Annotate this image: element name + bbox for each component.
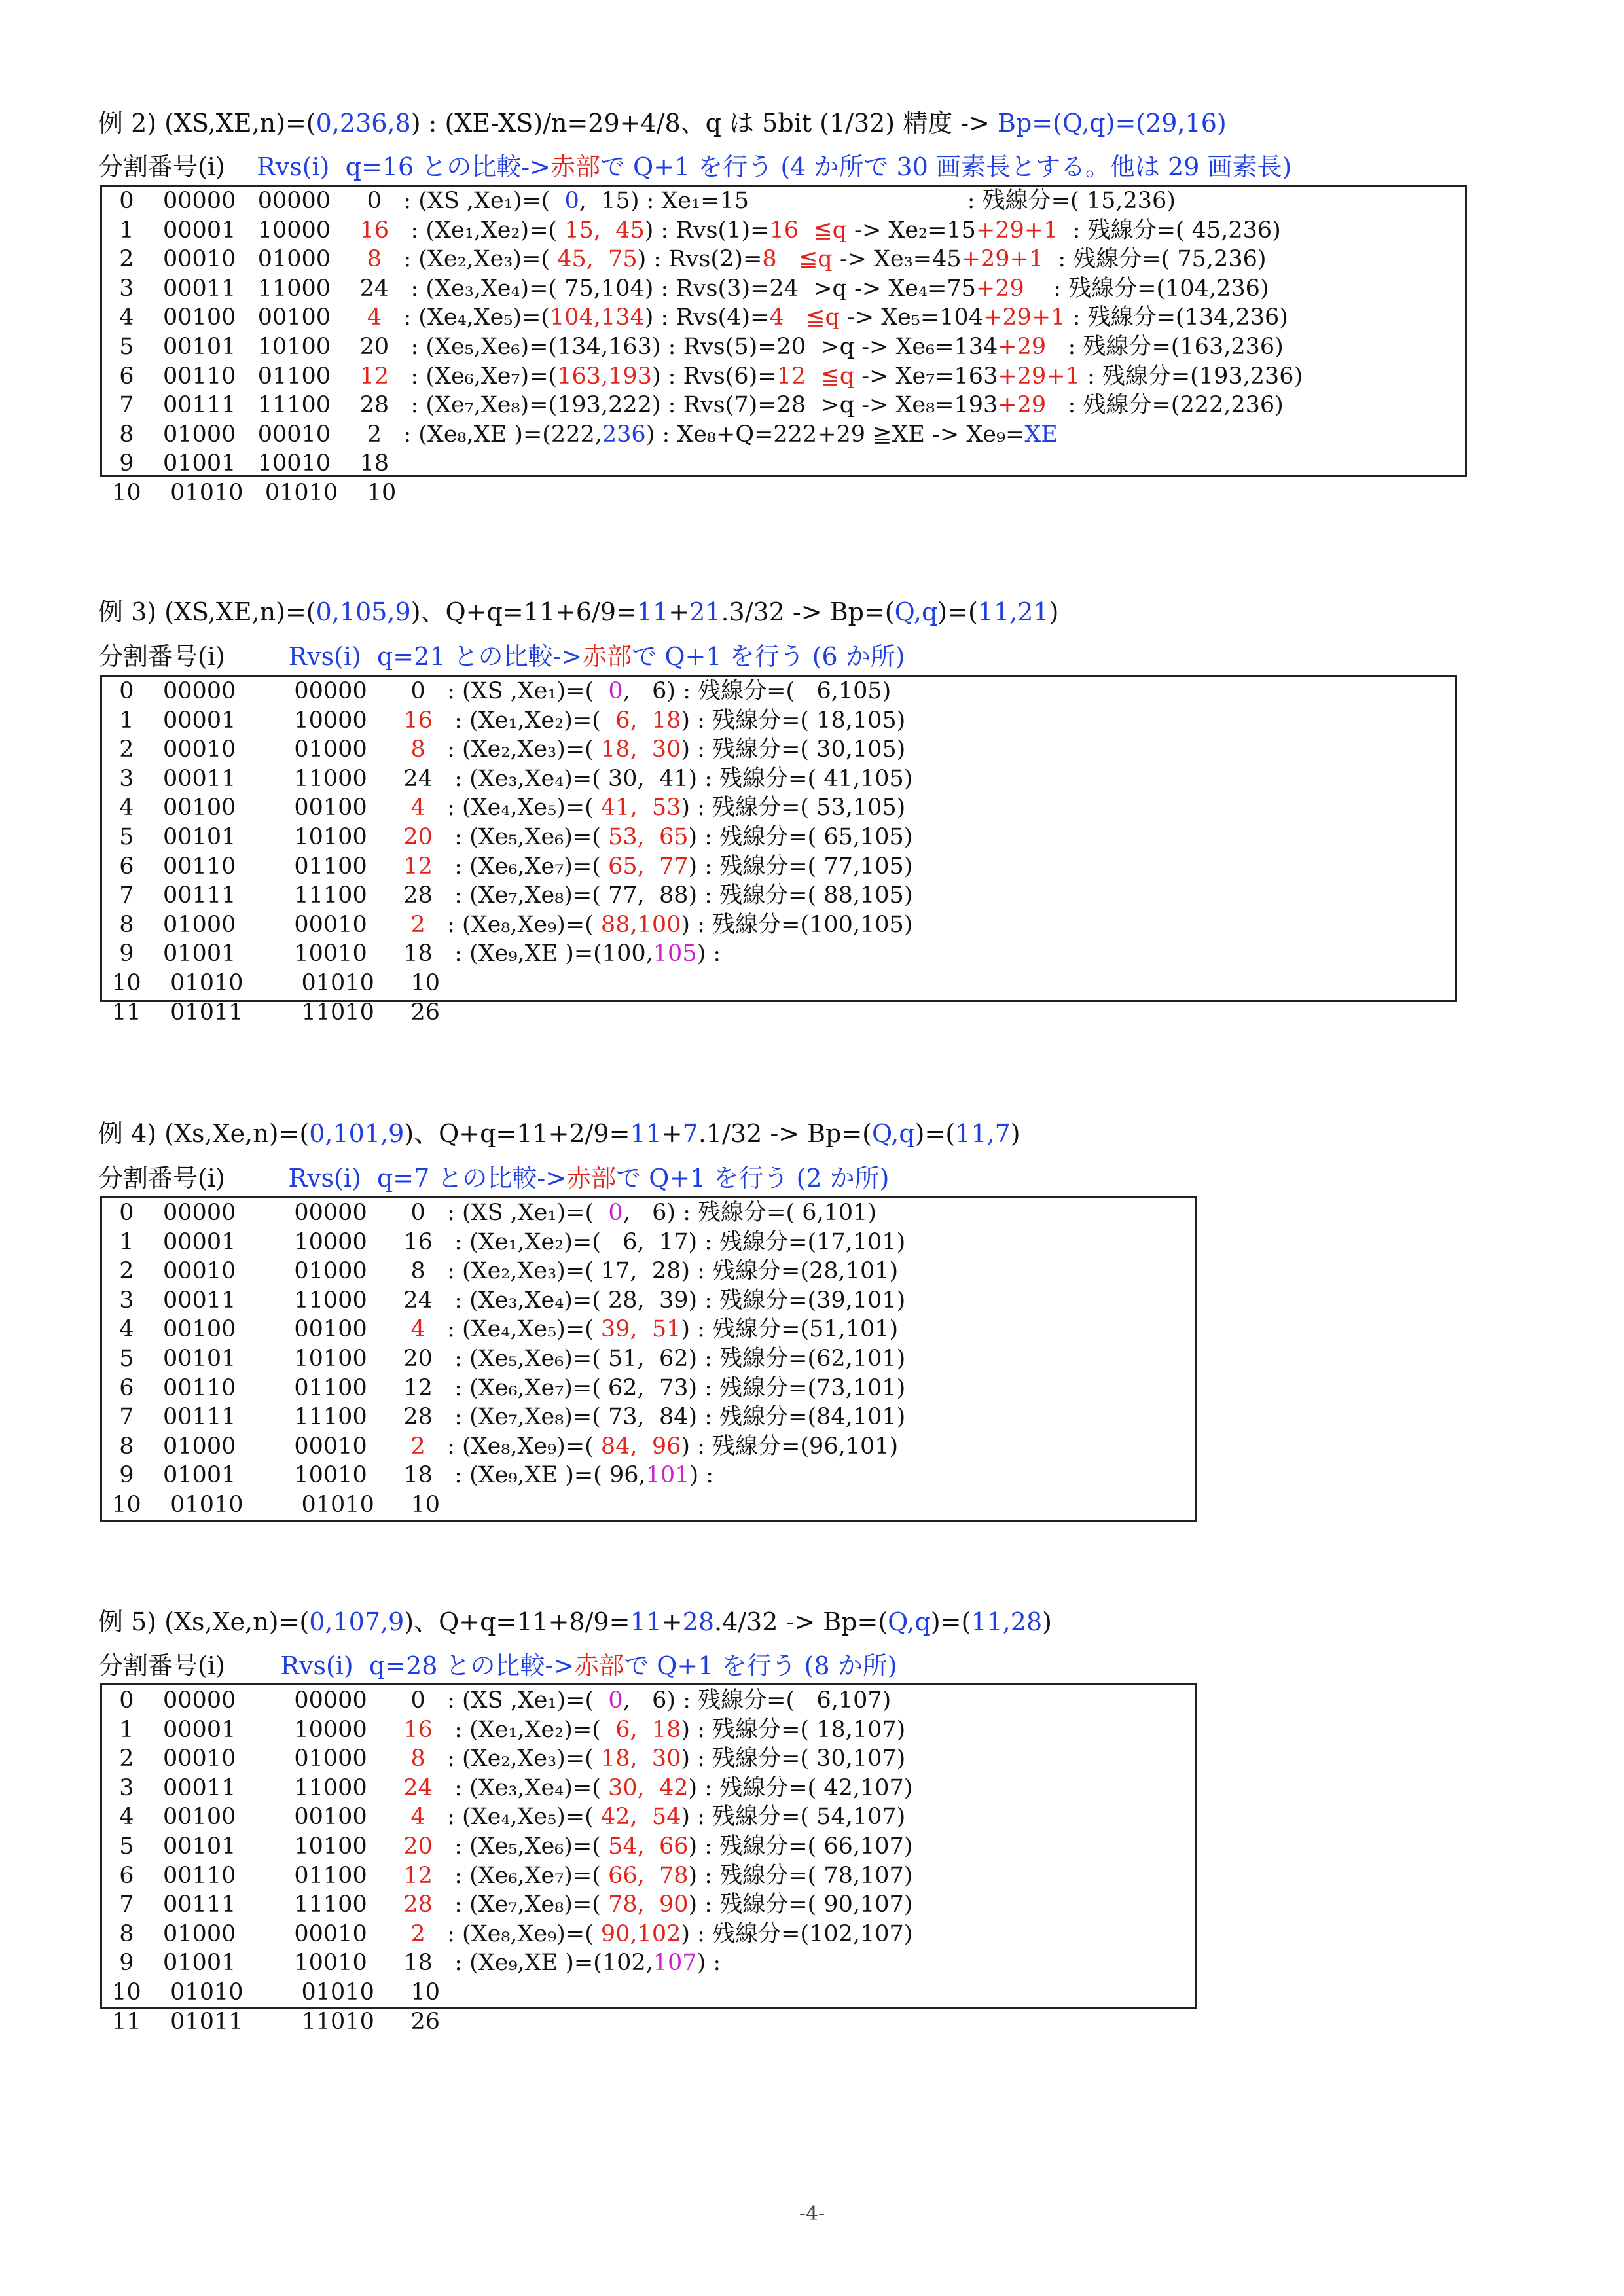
- text-segment: +29+1: [975, 217, 1058, 243]
- text-segment: : 残線分=(222,236): [1046, 392, 1284, 419]
- table-row: [105, 334, 1284, 360]
- table-row: [105, 1316, 898, 1342]
- table-row: [105, 480, 396, 506]
- text-segment: 18, 30: [600, 736, 681, 763]
- text-segment: 6, 18: [615, 1716, 681, 1743]
- text-segment: : (Xe₈,Xe₉)=(: [425, 911, 601, 938]
- table-row: [105, 678, 891, 704]
- text-segment: -> Xe₅=104: [839, 304, 984, 331]
- text-segment: 例 4) (Xs,Xe,n)=(: [98, 1119, 310, 1148]
- text-segment: : (Xe₄,Xe₅)=(: [425, 1316, 601, 1343]
- text-segment: ) : 残線分=( 30,105): [681, 736, 906, 763]
- text-segment: 78, 90: [608, 1892, 689, 1918]
- text-segment: 7 00111 11100: [105, 1892, 404, 1918]
- table-row: [105, 1979, 440, 2005]
- table-row: [105, 188, 1176, 214]
- text-segment: 21: [689, 598, 721, 626]
- text-segment: 6 00110 01100: [105, 1862, 404, 1889]
- text-segment: 54, 66: [608, 1833, 689, 1859]
- table-row: [105, 1921, 912, 1947]
- text-segment: 4 ≦q: [769, 304, 840, 331]
- text-segment: 2 00010 01000: [105, 736, 411, 763]
- text-segment: ) : 残線分=( 42,107): [688, 1774, 913, 1801]
- text-segment: 104,134: [550, 304, 645, 331]
- text-segment: , 6) : 残線分=( 6,107): [623, 1687, 892, 1713]
- text-segment: 65, 77: [608, 853, 689, 880]
- text-segment: 28: [682, 1607, 714, 1636]
- text-segment: 12: [359, 363, 389, 389]
- text-segment: 3 00011 11000 24 : (Xe₃,Xe₄)=( 30, 41) : 残線分=( 41,105): [105, 765, 913, 792]
- example-5-title: [98, 1609, 1052, 1635]
- text-segment: ) : Rvs(1)=: [644, 217, 770, 243]
- text-segment: 6 00110 01100: [105, 363, 360, 389]
- table-row: [105, 1492, 440, 1518]
- text-segment: 例 3) (XS,XE,n)=(: [98, 598, 316, 626]
- table-row: [105, 246, 1267, 272]
- table-row: [105, 1863, 912, 1889]
- text-segment: ) : Xe₈+Q=222+29 ≧XE -> Xe₉=: [645, 421, 1025, 448]
- text-segment: 4: [410, 795, 425, 821]
- text-segment: 0 00000 00000 0 : (XS ,Xe₁)=(: [105, 188, 565, 214]
- text-segment: .3/32 -> Bp=(: [721, 598, 895, 626]
- text-segment: 2 00010 01000: [105, 1746, 411, 1772]
- text-segment: -> Xe₂=15: [847, 217, 976, 243]
- table-row: [105, 1433, 898, 1460]
- text-segment: 9 01001 10010 18: [105, 450, 389, 477]
- text-segment: 0: [608, 1687, 623, 1713]
- table-row: [105, 276, 1269, 302]
- text-segment: : (Xe₄,Xe₅)=(: [425, 795, 601, 821]
- table-row: [105, 1804, 905, 1830]
- text-segment: 84, 96: [600, 1433, 681, 1460]
- text-segment: : (Xe₄,Xe₅)=(: [425, 1804, 601, 1831]
- text-segment: 6 00110 01100 12 : (Xe₆,Xe₇)=( 62, 73) : 残線分=(73,101): [105, 1374, 906, 1401]
- text-segment: : (Xe₆,Xe₇)=(: [389, 363, 558, 389]
- text-segment: ) : 残線分=( 53,105): [681, 795, 906, 821]
- text-segment: 0,236,8: [316, 109, 411, 137]
- text-segment: 分割番号(i): [98, 642, 289, 671]
- text-segment: 15, 45: [564, 217, 645, 243]
- text-segment: 11: [630, 1119, 662, 1148]
- table-row: [105, 1287, 905, 1314]
- text-segment: 11 01011 11010 26: [105, 999, 441, 1026]
- text-segment: : (Xe₄,Xe₅)=(: [382, 304, 550, 331]
- text-segment: Q,q: [888, 1607, 931, 1636]
- text-segment: 16: [403, 707, 433, 734]
- text-segment: Rvs(i) q=28 との比較->: [280, 1651, 575, 1680]
- text-segment: , 6) : 残線分=( 6,101): [623, 1200, 877, 1226]
- table-row: [105, 882, 912, 908]
- text-segment: .1/32 -> Bp=(: [698, 1119, 872, 1148]
- text-segment: ) : 残線分=(96,101): [681, 1433, 899, 1460]
- text-segment: +: [661, 1119, 683, 1148]
- text-segment: 5 00101 10100 20 : (Xe₅,Xe₆)=(134,163) : Rvs(5)=20 >q -> Xe₆=134: [105, 334, 998, 360]
- text-segment: 例 5) (Xs,Xe,n)=(: [98, 1607, 310, 1636]
- text-segment: )、Q+q=11+6/9=: [410, 598, 637, 626]
- text-segment: 1 00001 10000: [105, 1716, 404, 1743]
- text-segment: 16 ≦q: [769, 217, 847, 243]
- text-segment: 分割番号(i): [98, 1651, 281, 1680]
- text-segment: ) : Rvs(2)=: [637, 246, 763, 273]
- text-segment: 12: [403, 853, 433, 880]
- table-row: [105, 1746, 905, 1772]
- text-segment: ) : Rvs(6)=: [651, 363, 777, 389]
- text-segment: で Q+1 を行う (6 か所): [632, 642, 905, 671]
- text-segment: 10 01010 01010 10: [105, 970, 441, 996]
- table-row: [105, 1258, 898, 1284]
- text-segment: : (Xe₁,Xe₂)=(: [432, 1716, 616, 1743]
- text-segment: 11: [630, 1607, 662, 1636]
- text-segment: 0: [608, 678, 623, 704]
- text-segment: 4 00100 00100: [105, 1316, 411, 1343]
- text-segment: 0 00000 00000 0 : (XS ,Xe₁)=(: [105, 678, 609, 704]
- text-segment: 4 00100 00100: [105, 1804, 411, 1831]
- table-row: [105, 1775, 912, 1801]
- text-segment: +29+1: [998, 363, 1080, 389]
- text-segment: )=(: [914, 1119, 956, 1148]
- text-segment: 0,101,9: [309, 1119, 405, 1148]
- text-segment: ) : 残線分=( 18,105): [681, 707, 906, 734]
- text-segment: 20: [403, 1833, 433, 1859]
- text-segment: 9 01001 10010 18 : (Xe₉,XE )=(100,: [105, 941, 653, 967]
- text-segment: XE: [1024, 421, 1058, 448]
- text-segment: 例 2) (XS,XE,n)=(: [98, 109, 316, 137]
- text-segment: 0,105,9: [316, 598, 411, 626]
- example-2-subtitle: [98, 154, 1291, 180]
- text-segment: 2 00010 01000: [105, 246, 367, 273]
- text-segment: : (Xe₆,Xe₇)=(: [432, 1862, 609, 1889]
- example-3-subtitle: [98, 643, 905, 670]
- text-segment: )=(: [937, 598, 978, 626]
- text-segment: +: [661, 1607, 683, 1636]
- text-segment: -> Xe₇=163: [854, 363, 998, 389]
- text-segment: 1 00001 10000: [105, 707, 404, 734]
- text-segment: ): [1010, 1119, 1020, 1148]
- text-segment: Bp=(Q,q)=(29,16): [998, 109, 1227, 137]
- text-segment: ): [1049, 598, 1059, 626]
- example-3-title: [98, 599, 1058, 625]
- text-segment: ) : 残線分=(102,107): [681, 1920, 913, 1947]
- text-segment: 7: [682, 1119, 698, 1148]
- text-segment: )、Q+q=11+2/9=: [404, 1119, 630, 1148]
- text-segment: )、Q+q=11+8/9=: [404, 1607, 630, 1636]
- text-segment: : (Xe₅,Xe₆)=(: [432, 824, 609, 850]
- text-segment: 7 00111 11100 28 : (Xe₇,Xe₈)=( 73, 84) : 残線分=(84,101): [105, 1404, 906, 1431]
- text-segment: 7 00111 11100 28 : (Xe₇,Xe₈)=( 77, 88) : 残線分=( 88,105): [105, 882, 913, 909]
- text-segment: 0: [608, 1200, 623, 1226]
- text-segment: : (Xe₂,Xe₃)=(: [425, 736, 601, 763]
- text-segment: 16: [403, 1716, 433, 1743]
- text-segment: )=(: [930, 1607, 971, 1636]
- text-segment: 8: [410, 1746, 425, 1772]
- text-segment: 2: [410, 1433, 425, 1460]
- table-row: [105, 1950, 721, 1976]
- text-segment: 赤部: [566, 1164, 617, 1193]
- table-row: [105, 824, 912, 850]
- table-row: [105, 941, 721, 967]
- text-segment: 105: [653, 941, 697, 967]
- text-segment: : 残線分=(163,236): [1046, 334, 1284, 360]
- text-segment: 8 ≦q: [762, 246, 833, 273]
- text-segment: : 残線分=( 45,236): [1058, 217, 1281, 243]
- text-segment: 10 01010 01010 10: [105, 480, 397, 506]
- text-segment: ) : 残線分=( 90,107): [688, 1892, 913, 1918]
- text-segment: 11,28: [971, 1607, 1043, 1636]
- text-segment: ) :: [689, 1462, 714, 1489]
- text-segment: 3 00011 11000 24 : (Xe₃,Xe₄)=( 75,104) : Rvs(3)=24 >q -> Xe₄=75: [105, 275, 976, 302]
- text-segment: +29: [998, 392, 1047, 419]
- text-segment: 赤部: [574, 1651, 624, 1680]
- text-segment: : (Xe₈,Xe₉)=(: [425, 1433, 601, 1460]
- text-segment: 10 01010 01010 10: [105, 1979, 441, 2005]
- text-segment: 12: [403, 1862, 433, 1889]
- text-segment: 4: [367, 304, 382, 331]
- text-segment: 30, 42: [608, 1774, 689, 1801]
- text-segment: 6, 18: [615, 707, 681, 734]
- text-segment: , 6) : 残線分=( 6,105): [623, 678, 892, 704]
- text-segment: +29+1: [983, 304, 1066, 331]
- text-segment: 45, 75: [557, 246, 638, 273]
- text-segment: ) : 残線分=(51,101): [681, 1316, 899, 1343]
- example-5-subtitle: [98, 1653, 897, 1679]
- text-segment: : (Xe₈,Xe₉)=(: [425, 1920, 601, 1947]
- text-segment: 赤部: [582, 642, 632, 671]
- text-segment: : (Xe₆,Xe₇)=(: [432, 853, 609, 880]
- text-segment: Rvs(i) q=7 との比較->: [288, 1164, 567, 1193]
- text-segment: 7 00111 11100 28 : (Xe₇,Xe₈)=(193,222) : Rvs(7)=28 >q -> Xe₈=193: [105, 392, 998, 419]
- text-segment: 163,193: [557, 363, 652, 389]
- text-segment: ) : Rvs(4)=: [644, 304, 770, 331]
- text-segment: +29: [998, 334, 1047, 360]
- text-segment: ) : 残線分=( 54,107): [681, 1804, 906, 1831]
- text-segment: で Q+1 を行う (4 か所で 30 画素長とする。他は 29 画素長): [600, 152, 1292, 181]
- text-segment: 8: [410, 736, 425, 763]
- text-segment: 20: [403, 824, 433, 850]
- table-row: [105, 217, 1281, 243]
- text-segment: ): [1042, 1607, 1052, 1636]
- text-segment: -> Xe₃=45: [832, 246, 962, 273]
- text-segment: 6 00110 01100: [105, 853, 404, 880]
- text-segment: : (Xe₁,Xe₂)=(: [389, 217, 565, 243]
- text-segment: : (Xe₇,Xe₈)=(: [432, 1892, 609, 1918]
- text-segment: 11 01011 11010 26: [105, 2008, 441, 2035]
- text-segment: 12 ≦q: [776, 363, 855, 389]
- table-row: [105, 1687, 891, 1713]
- text-segment: Rvs(i) q=16 との比較->: [257, 152, 550, 181]
- text-segment: 8: [367, 246, 382, 273]
- text-segment: : (Xe₂,Xe₃)=(: [425, 1746, 601, 1772]
- text-segment: 236: [602, 421, 646, 448]
- text-segment: 3 00011 11000 24 : (Xe₃,Xe₄)=( 28, 39) : 残線分=(39,101): [105, 1287, 906, 1314]
- table-row: [105, 1833, 912, 1859]
- text-segment: 39, 51: [600, 1316, 681, 1343]
- text-segment: 66, 78: [608, 1862, 689, 1889]
- text-segment: 41, 53: [600, 795, 681, 821]
- text-segment: +29+1: [961, 246, 1044, 273]
- text-segment: ) : 残線分=( 18,107): [681, 1716, 906, 1743]
- text-segment: 4: [410, 1804, 425, 1831]
- text-segment: +29: [975, 275, 1024, 302]
- table-row: [105, 708, 905, 734]
- text-segment: 90,102: [600, 1920, 681, 1947]
- text-segment: ) :: [696, 941, 721, 967]
- text-segment: 3 00011 11000: [105, 1774, 404, 1801]
- text-segment: : 残線分=( 75,236): [1043, 246, 1267, 273]
- text-segment: 107: [653, 1950, 697, 1977]
- text-segment: 11,21: [977, 598, 1049, 626]
- text-segment: : 残線分=(134,236): [1065, 304, 1288, 331]
- text-segment: : (Xe₃,Xe₄)=(: [432, 1774, 609, 1801]
- text-segment: ) : (XE-XS)/n=29+4/8、q は 5bit (1/32) 精度 ->: [410, 109, 998, 137]
- text-segment: 分割番号(i): [98, 1164, 289, 1193]
- text-segment: : 残線分=(104,236): [1024, 275, 1269, 302]
- page-number: -4-: [799, 2202, 825, 2225]
- table-row: [105, 736, 905, 762]
- text-segment: 28: [403, 1892, 433, 1918]
- table-row: [105, 392, 1284, 418]
- text-segment: 4 00100 00100: [105, 304, 367, 331]
- text-segment: 16: [359, 217, 389, 243]
- text-segment: 9 01001 10010 18 : (Xe₉,XE )=( 96,: [105, 1462, 646, 1489]
- example-2-title: [98, 110, 1227, 136]
- text-segment: 5 00101 10100: [105, 1833, 404, 1859]
- text-segment: 1 00001 10000 16 : (Xe₁,Xe₂)=( 6, 17) : 残線分=(17,101): [105, 1229, 906, 1255]
- text-segment: Q,q: [894, 598, 938, 626]
- text-segment: ) : 残線分=( 66,107): [688, 1833, 913, 1859]
- text-segment: 8 01000 00010: [105, 1433, 411, 1460]
- text-segment: 18, 30: [600, 1746, 681, 1772]
- text-segment: 赤部: [550, 152, 600, 181]
- text-segment: Rvs(i) q=21 との比較->: [288, 642, 583, 671]
- table-row: [105, 422, 1058, 448]
- text-segment: 53, 65: [608, 824, 689, 850]
- text-segment: : 残線分=(193,236): [1079, 363, 1303, 389]
- table-row: [105, 970, 440, 996]
- table-row: [105, 1717, 905, 1743]
- example-4-subtitle: [98, 1165, 889, 1191]
- text-segment: ) : 残線分=( 77,105): [688, 853, 913, 880]
- text-segment: 5 00101 10100 20 : (Xe₅,Xe₆)=( 51, 62) : 残線分=(62,101): [105, 1346, 906, 1372]
- text-segment: 9 01001 10010 18 : (Xe₉,XE )=(102,: [105, 1950, 653, 1977]
- text-segment: ) :: [696, 1950, 721, 1977]
- text-segment: Q,q: [872, 1119, 915, 1148]
- text-segment: 4: [410, 1316, 425, 1343]
- text-segment: 24: [403, 1774, 433, 1801]
- text-segment: : (Xe₅,Xe₆)=(: [432, 1833, 609, 1859]
- table-row: [105, 999, 440, 1026]
- table-row: [105, 795, 905, 821]
- table-row: [105, 1200, 876, 1226]
- text-segment: 2: [410, 1920, 425, 1947]
- text-segment: 42, 54: [600, 1804, 681, 1831]
- table-row: [105, 450, 389, 476]
- text-segment: .4/32 -> Bp=(: [714, 1607, 888, 1636]
- text-segment: : (Xe₂,Xe₃)=(: [382, 246, 558, 273]
- text-segment: 0,107,9: [309, 1607, 405, 1636]
- text-segment: 8 01000 00010: [105, 1920, 411, 1947]
- text-segment: 0 00000 00000 0 : (XS ,Xe₁)=(: [105, 1687, 609, 1713]
- text-segment: 11,7: [955, 1119, 1011, 1148]
- text-segment: で Q+1 を行う (8 か所): [624, 1651, 897, 1680]
- text-segment: ) : 残線分=(100,105): [681, 911, 913, 938]
- text-segment: 10 01010 01010 10: [105, 1492, 441, 1518]
- text-segment: 5 00101 10100: [105, 824, 404, 850]
- text-segment: 8 01000 00010: [105, 911, 411, 938]
- text-segment: 2: [410, 911, 425, 938]
- table-row: [105, 1375, 905, 1401]
- text-segment: : (Xe₁,Xe₂)=(: [432, 707, 616, 734]
- table-row: [105, 304, 1288, 331]
- table-row: [105, 1229, 905, 1255]
- text-segment: 11: [636, 598, 669, 626]
- text-segment: 2 00010 01000 8 : (Xe₂,Xe₃)=( 17, 28) : 残線分=(28,101): [105, 1258, 899, 1285]
- text-segment: 0 00000 00000 0 : (XS ,Xe₁)=(: [105, 1200, 609, 1226]
- table-row: [105, 1892, 912, 1918]
- text-segment: 0: [564, 188, 579, 214]
- text-segment: 101: [645, 1462, 690, 1489]
- table-row: [105, 766, 912, 792]
- table-row: [105, 1404, 905, 1430]
- text-segment: +: [668, 598, 690, 626]
- table-row: [105, 1346, 905, 1372]
- text-segment: 分割番号(i): [98, 152, 257, 181]
- table-row: [105, 1462, 713, 1488]
- text-segment: ) : 残線分=( 30,107): [681, 1746, 906, 1772]
- text-segment: 4 00100 00100: [105, 795, 411, 821]
- text-segment: で Q+1 を行う (2 か所): [616, 1164, 890, 1193]
- table-row: [105, 363, 1303, 389]
- text-segment: 88,100: [600, 911, 681, 938]
- text-segment: 8 01000 00010 2 : (Xe₈,XE )=(222,: [105, 421, 602, 448]
- text-segment: ) : 残線分=( 78,107): [688, 1862, 913, 1889]
- text-segment: ) : 残線分=( 65,105): [688, 824, 913, 850]
- table-row: [105, 853, 912, 880]
- table-row: [105, 912, 912, 938]
- example-4-title: [98, 1121, 1020, 1147]
- text-segment: 1 00001 10000: [105, 217, 360, 243]
- text-segment: , 15) : Xe₁=15 : 残線分=( 15,236): [579, 188, 1176, 214]
- table-row: [105, 2009, 440, 2035]
